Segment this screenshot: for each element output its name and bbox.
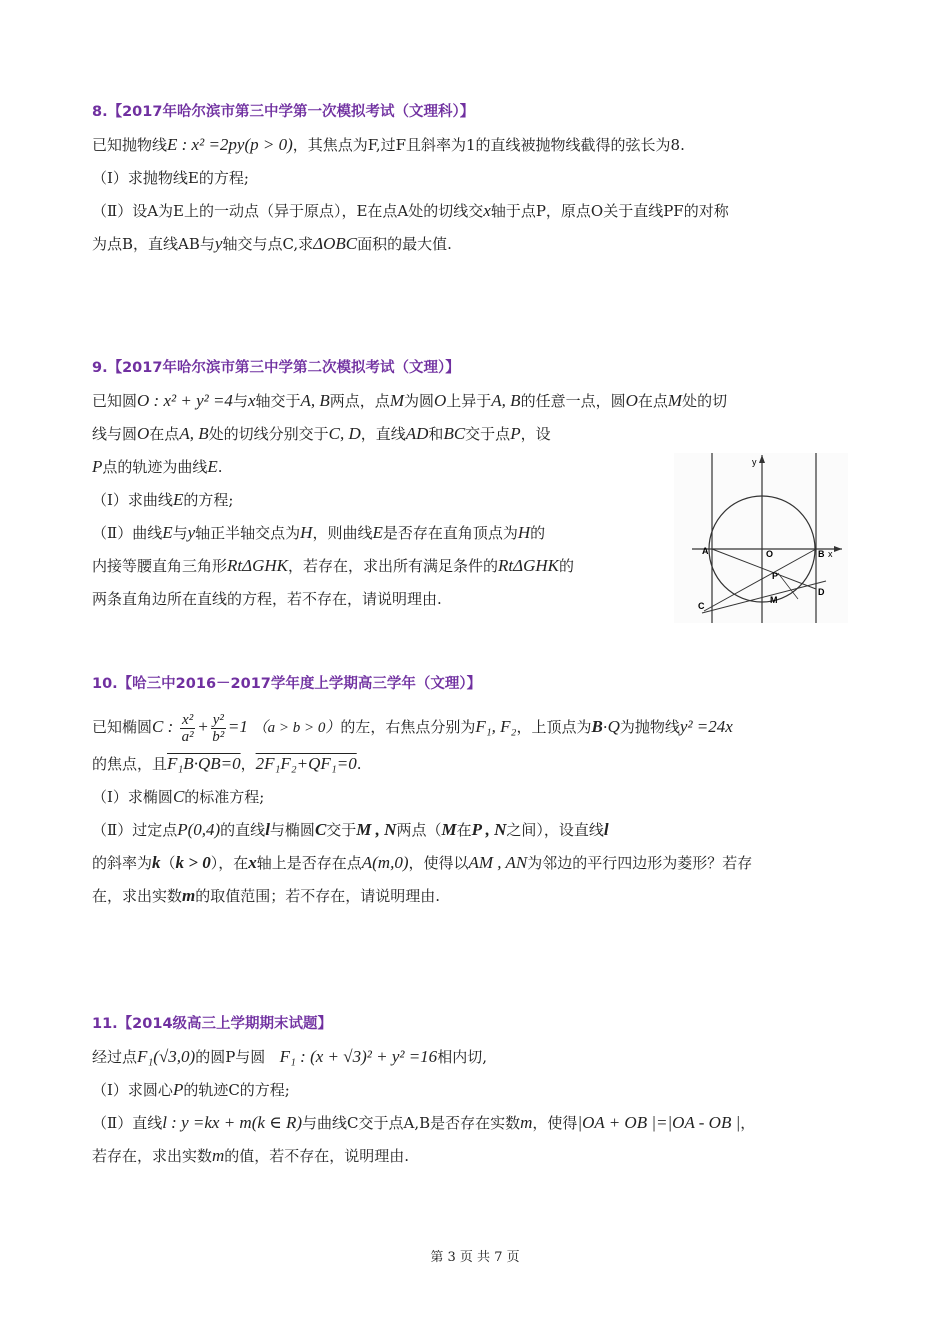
problem-8-question-2: （Ⅱ）设A为E上的一动点（异于原点），E在点A处的切线交x轴于点P，原点O关于直线PF的对称 bbox=[92, 201, 729, 220]
label-p: P bbox=[772, 571, 779, 581]
problem-8-statement: 已知抛物线E : x² =2py(p > 0)，其焦点为F,过F且斜率为1的直线被抛物线截得的弦长为8. bbox=[92, 135, 685, 154]
problem-11-question-2-cont: 若存在，求出实数m的值，若不存在，说明理由. bbox=[92, 1146, 410, 1165]
problem-9-question-1: （Ⅰ）求曲线E的方程; bbox=[92, 490, 234, 509]
problem-10-statement: 已知椭圆C : $\frac{\text{x²}}{\text{a²}}$ + $\frac{\text{y²}}{\text{b²}}$ =1 （a > b > 0）的左，右焦点分别为F₁, F₂，上顶点为B·Q为抛物线y² =24x bbox=[92, 711, 733, 745]
problem-10 bbox=[92, 672, 862, 919]
problem-11 bbox=[92, 1012, 862, 1179]
problem-8-question-1: （Ⅰ）求抛物线E的方程; bbox=[92, 169, 249, 187]
label-b: B bbox=[818, 549, 825, 559]
label-d: D bbox=[818, 587, 825, 597]
circle-tangent-figure bbox=[674, 453, 848, 623]
page-footer: 第 3 页 共 7 页 bbox=[430, 1250, 520, 1265]
problem-9-statement-3: P点的轨迹为曲线E. bbox=[92, 457, 223, 476]
fraction-x2-a2: $\frac{\text{x²}}{\text{a²}}$ bbox=[181, 711, 194, 745]
problem-10-question-2: （Ⅱ）过定点P(0,4)的直线l与椭圆C交于M , N两点（M在P , N之间），设直线l bbox=[92, 820, 609, 839]
problem-11-question-2: （Ⅱ）直线l : y =kx + m(k ∈ R)与曲线C交于点A,B是否存在实数m，使得|OA + OB |=|OA - OB |， bbox=[92, 1113, 756, 1132]
problem-10-question-2-end: 在，求出实数m的取值范围；若不存在，请说明理由. bbox=[92, 886, 441, 905]
label-c: C bbox=[698, 601, 705, 611]
problem-9-question-2-cont: 内接等腰直角三角形RtΔGHK，若存在，求出所有满足条件的RtΔGHK的 bbox=[92, 556, 575, 575]
problem-8 bbox=[92, 100, 862, 267]
problem-9-title: 9.【2017年哈尔滨市第三中学第二次模拟考试（文理）】 bbox=[92, 360, 460, 376]
problem-10-statement-2: 的焦点，且F₁B·QB=0，2F₁F₂+QF₁=0. bbox=[92, 754, 362, 773]
problem-8-title: 8.【2017年哈尔滨市第三中学第一次模拟考试（文理科）】 bbox=[92, 104, 475, 120]
label-x: x bbox=[828, 549, 833, 559]
problem-10-title: 10.【哈三中2016－2017学年度上学期高三学年（文理）】 bbox=[92, 676, 482, 692]
problem-9-statement-2: 线与圆O在点A, B处的切线分别交于C, D，直线AD和BC交于点P，设 bbox=[92, 424, 551, 443]
problem-9-statement: 已知圆O : x² + y² =4与x轴交于A, B两点，点M为圆O上异于A, B的任意一点，圆O在点M处的切 bbox=[92, 391, 728, 410]
problem-8-question-2-cont: 为点B，直线AB与y轴交与点C,求ΔOBC面积的最大值. bbox=[92, 234, 452, 253]
label-y: y bbox=[752, 457, 757, 467]
problem-10-question-2-cont: 的斜率为k（k > 0），在x轴上是否存在点A(m,0)，使得以AM , AN为邻边的平行四边形为菱形？若存 bbox=[92, 853, 753, 872]
problem-9-question-2: （Ⅱ）曲线E与y轴正半轴交点为H，则曲线E是否存在直角顶点为H的 bbox=[92, 523, 546, 542]
problem-11-question-1: （Ⅰ）求圆心P的轨迹C的方程; bbox=[92, 1080, 290, 1099]
label-a: A bbox=[702, 546, 709, 556]
problem-9-question-2-end: 两条直角边所在直线的方程，若不存在，请说明理由. bbox=[92, 590, 442, 608]
label-m: M bbox=[770, 595, 778, 605]
fraction-y2-b2: $\frac{\text{y²}}{\text{b²}}$ bbox=[212, 711, 225, 745]
problem-11-statement: 经过点F₁(√3,0)的圆P与圆 F₁ : (x + √3)² + y² =16相内切, bbox=[92, 1047, 487, 1066]
problem-10-question-1: （Ⅰ）求椭圆C的标准方程; bbox=[92, 787, 265, 806]
label-o: O bbox=[766, 549, 774, 559]
problem-11-title: 11.【2014级高三上学期期末试题】 bbox=[92, 1016, 333, 1032]
